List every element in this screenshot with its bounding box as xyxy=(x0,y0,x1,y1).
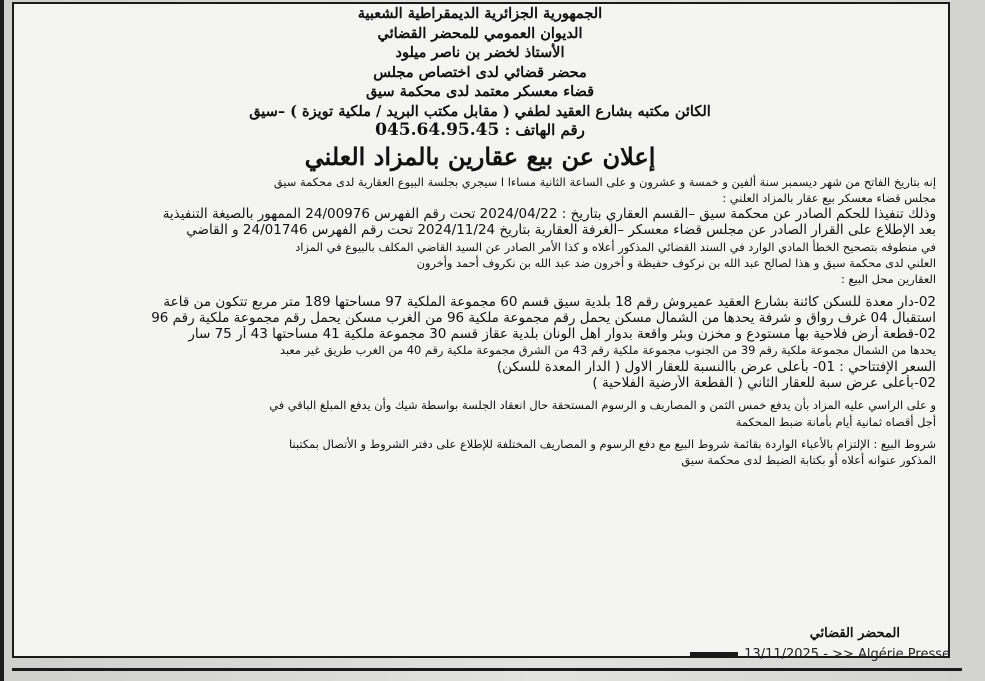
payment-terms-line: أجل أقصاه ثمانية أيام بأمانة ضبط المحكمة xyxy=(735,414,936,429)
announcement-title: إعلان عن بيع عقارين بالمزاد العلني xyxy=(304,141,656,171)
opening-price-line: السعر الإفتتاحي : 01- بأعلى عرض باالنسبة للعقار الاول ( الدار المعدة للسكن) xyxy=(496,358,936,375)
header-office: الديوان العمومي للمحضر القضائي xyxy=(377,24,583,42)
body-line: مجلس قضاء معسكر بيع عقار بالمزاد العلني : xyxy=(722,190,936,205)
body-line: بعد الإطلاع على القرار الصادر عن مجلس قضاء معسكر –الغرفة العقارية بتاريخ 2024/11/24 تحت رقم الفهرس 24/01746 و القاضي xyxy=(186,222,936,239)
office-header xyxy=(24,4,936,141)
bailiff-signature: المحضر القضائي xyxy=(809,626,900,641)
opening-price-line: 02-بأعلى عرض سبة للعقار الثاني ( القطعة الأرضية الفلاحية ) xyxy=(592,375,936,392)
property-1-line: 02-دار معدة للسكن كائنة بشارع العقيد عميروش رقم 18 بلدية سيق قسم 60 مجموعة الملكية 97 مساحتها 189 متر مربع تتكون من قاعة xyxy=(163,293,936,310)
property-2-line: 02-قطعة أرض فلاحية بها مستودع و مخزن وبئر واقعة بدوار اهل الونان بلدية عقاز قسم 30 مجموعة ملكية 41 مساحتها 43 أر 75 سار xyxy=(188,326,936,343)
body-line: العقارين محل البيع : xyxy=(840,272,936,287)
footer-date-source: 13/11/2025 - >> Algérie Presse xyxy=(744,646,950,662)
phone-label: رقم الهاتف : xyxy=(504,121,585,139)
body-line: وذلك تنفيذا للحكم الصادر عن محكمة سيق –القسم العقاري بتاريخ : 2024/04/22 تحت رقم الفهرس 24/00976 الممهور بالصيغة التنفيذية xyxy=(162,206,936,223)
sale-conditions-line: شروط البيع : الإلتزام بالأعباء الواردة بقائمة شروط البيع مع دفع الرسوم و المصاريف المختلفة للإطلاع على دفتر الشروط و الأتصال بمكتبنا xyxy=(289,436,936,451)
property-1-line: استقبال 04 غرف رواق و شرفة يحدها من الشمال مسكن يحمل رقم مجموعة ملكية 96 من الغرب مسكن يحمل رقم مجموعة ملكية رقم 96 xyxy=(151,309,936,326)
publication-footer xyxy=(690,645,950,663)
body-line: العلني لدى محكمة سيق و هذا لصالح عبد الله بن نركوف حفيظة و أخرون ضد عبد الله بن نكروف أحمد وأخرون xyxy=(416,255,936,270)
announcement-content xyxy=(24,4,936,469)
payment-terms-line: و على الراسي عليه المزاد بأن يدفع خمس الثمن و المصاريف و الرسوم المستحقة حال انعقاد الجلسة بواسطة شيك وأن يدفع المبلغ الباقي في xyxy=(269,398,936,413)
page-edge xyxy=(0,0,4,681)
header-court: قضاء معسكر معتمد لدى محكمة سيق xyxy=(365,83,595,100)
body-line: في منطوقه بتصحيح الخطأ المادي الوارد في السند القضائي المذكور أعلاه و كذا الأمر الصادر عن السيد القاضي المكلف بالبيوع في المزاد xyxy=(295,239,936,254)
header-address: الكائن مكتبه بشارع العقيد لطفي ( مقابل مكتب البريد / ملكية تويزة ) –سيق xyxy=(249,102,711,120)
sale-conditions-line: المذكور عنوانه أعلاه أو بكتابة الضبط لدى محكمة سيق xyxy=(681,453,936,468)
header-republic: الجمهورية الجزائرية الديمقراطية الشعبية xyxy=(357,5,603,22)
announcement-body xyxy=(24,174,936,469)
header-phone xyxy=(24,121,936,141)
header-bailiff-name: الأستاذ لخضر بن ناصر ميلود xyxy=(395,44,565,61)
header-jurisdiction: محضر قضائي لدى اختصاص مجلس xyxy=(373,63,587,81)
property-2-line: يحدها من الشمال مجموعة ملكية رقم 39 من الجنوب مجموعة ملكية رقم 43 من الشرق مجموعة ملكية رقم 40 من الغرب طريق غير معبد xyxy=(280,343,936,358)
bottom-rule xyxy=(12,668,962,671)
phone-number: 045.64.95.45 xyxy=(375,120,500,140)
footer-rule xyxy=(690,652,738,656)
body-line: إنه بتاريخ الفاتح من شهر ديسمبر سنة ألفين و خمسة و عشرون و على الساعة الثانية مساءا ا سيجري بجلسة البيوع العقارية لدى محكمة سيق xyxy=(273,174,936,189)
